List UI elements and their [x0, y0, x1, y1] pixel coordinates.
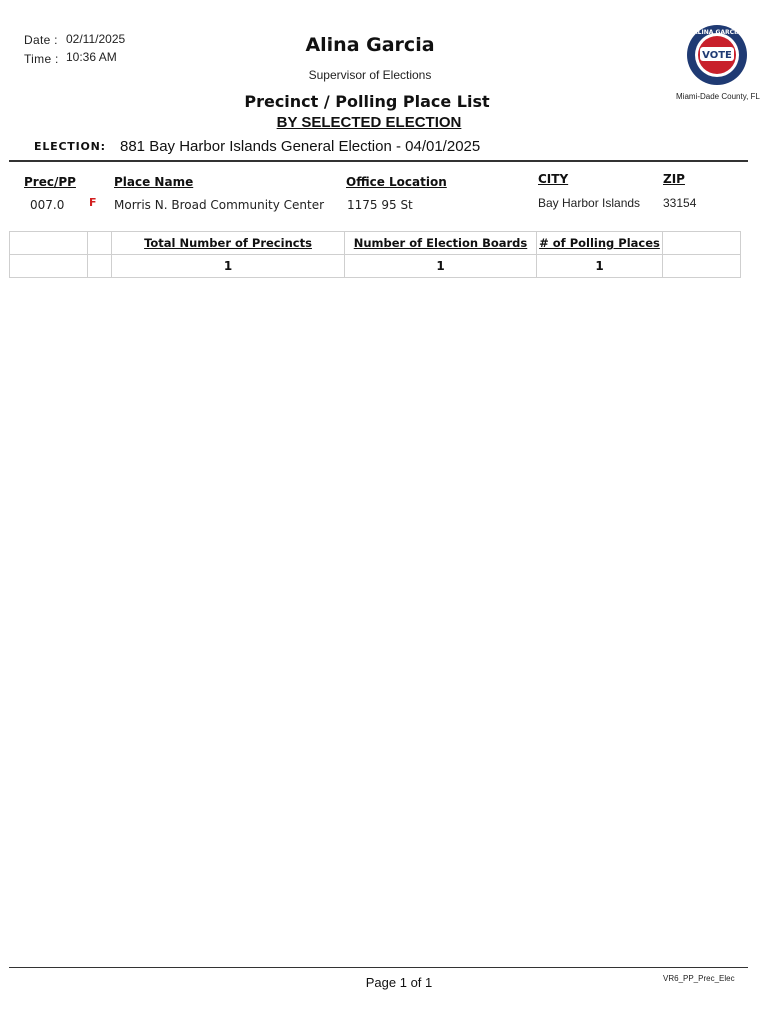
summary-header-precincts: Total Number of Precincts	[112, 232, 345, 255]
office-title: Supervisor of Elections	[308, 68, 432, 82]
row-prec: 007.0	[30, 198, 65, 212]
summary-value-precincts: 1	[112, 255, 345, 278]
col-office: Office Location	[346, 175, 447, 189]
time-value: 10:36 AM	[66, 50, 117, 64]
time-label: Time :	[24, 52, 59, 66]
row-city: Bay Harbor Islands	[538, 196, 641, 210]
footer-divider	[9, 967, 748, 968]
header-divider	[9, 160, 748, 162]
logo-ring-text: ALINA GARCIA	[693, 29, 741, 36]
col-place: Place Name	[114, 175, 194, 189]
supervisor-name: Alina Garcia	[305, 34, 435, 56]
report-code: VR6_PP_Prec_Elec	[663, 974, 735, 983]
page-number: Page 1 of 1	[365, 975, 433, 990]
summary-blank-cell	[663, 232, 741, 255]
logo-vote-text: VOTE	[702, 50, 732, 61]
summary-blank-cell	[663, 255, 741, 278]
summary-blank-cell	[88, 255, 112, 278]
summary-value-boards: 1	[345, 255, 537, 278]
col-zip: ZIP	[663, 172, 685, 186]
summary-blank-cell	[88, 232, 112, 255]
summary-header-polling: # of Polling Places	[537, 232, 663, 255]
vote-logo	[686, 24, 748, 86]
summary-table	[9, 231, 741, 278]
row-place: Morris N. Broad Community Center	[114, 198, 325, 212]
date-value: 02/11/2025	[66, 32, 126, 46]
col-prec: Prec/PP	[24, 175, 76, 189]
summary-header-boards: Number of Election Boards	[345, 232, 537, 255]
county-label: Miami-Dade County, FL	[676, 92, 760, 101]
row-office: 1175 95 St	[347, 198, 413, 212]
summary-blank-cell	[10, 232, 88, 255]
date-label: Date :	[24, 33, 58, 47]
report-title: Precinct / Polling Place List	[244, 92, 490, 111]
report-subtitle: BY SELECTED ELECTION	[276, 114, 462, 131]
row-flag: F	[89, 196, 97, 209]
row-zip: 33154	[663, 196, 697, 210]
election-label: ELECTION:	[34, 140, 106, 153]
summary-value-polling: 1	[537, 255, 663, 278]
col-city: CITY	[538, 172, 569, 186]
summary-blank-cell	[10, 255, 88, 278]
election-value: 881 Bay Harbor Islands General Election - 04/01/2025	[120, 138, 481, 155]
